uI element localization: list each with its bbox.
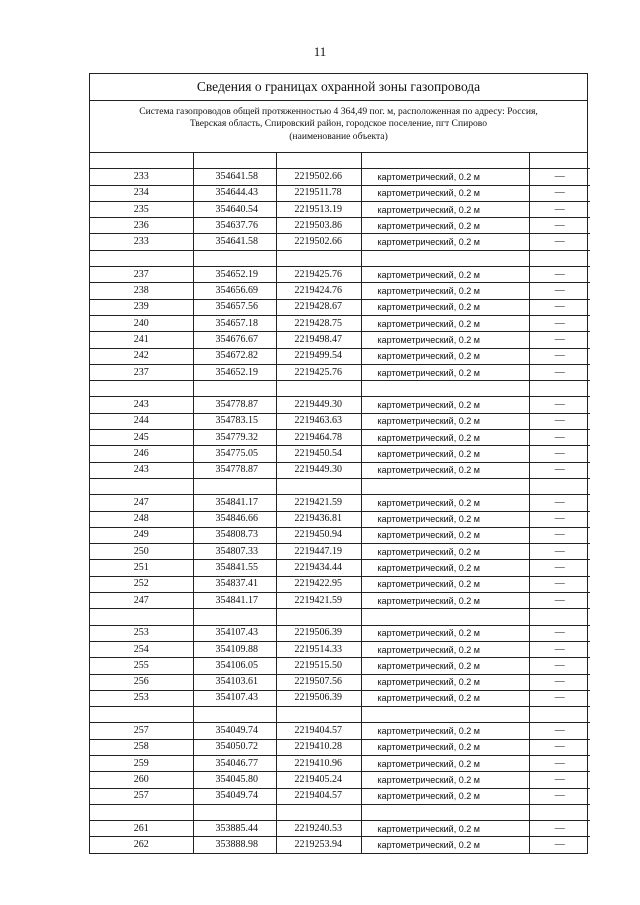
y-coordinate-cell: 2219450.94 [276,527,361,543]
table-row [90,348,590,364]
point-number-cell: 245 [90,430,193,446]
table-row [90,576,590,592]
point-number-cell: 250 [90,544,193,560]
x-coordinate-cell: 354783.15 [193,413,276,429]
table-row [90,755,590,771]
note-cell: — [529,821,590,837]
note-cell: — [529,576,590,592]
x-coordinate-cell: 354637.76 [193,218,276,234]
y-coordinate-cell: 2219464.78 [276,430,361,446]
table-row [90,234,590,250]
table-row [90,299,590,315]
empty-cell [361,153,529,169]
note-cell: — [529,348,590,364]
point-number-cell: 237 [90,267,193,283]
point-number-cell: 249 [90,527,193,543]
note-cell: — [529,218,590,234]
note-cell: — [529,544,590,560]
table-row [90,430,590,446]
method-cell: картометрический, 0.2 м [361,560,529,576]
method-cell: картометрический, 0.2 м [361,625,529,641]
x-coordinate-cell: 354841.17 [193,593,276,609]
x-coordinate-cell: 354640.54 [193,201,276,217]
method-cell: картометрический, 0.2 м [361,430,529,446]
separator-row [90,609,590,625]
x-coordinate-cell: 354778.87 [193,462,276,478]
point-number-cell: 257 [90,788,193,804]
point-number-cell: 244 [90,413,193,429]
table-row [90,413,590,429]
empty-cell [276,804,361,820]
method-cell: картометрический, 0.2 м [361,495,529,511]
y-coordinate-cell: 2219421.59 [276,495,361,511]
table-row [90,511,590,527]
point-number-cell: 247 [90,593,193,609]
method-cell: картометрический, 0.2 м [361,511,529,527]
note-cell: — [529,169,590,185]
y-coordinate-cell: 2219425.76 [276,364,361,380]
empty-cell [193,153,276,169]
point-number-cell: 246 [90,446,193,462]
note-cell: — [529,267,590,283]
method-cell: картометрический, 0.2 м [361,364,529,380]
table-row [90,593,590,609]
point-number-cell: 257 [90,723,193,739]
y-coordinate-cell: 2219513.19 [276,201,361,217]
y-coordinate-cell: 2219463.63 [276,413,361,429]
y-coordinate-cell: 2219503.86 [276,218,361,234]
note-cell: — [529,413,590,429]
x-coordinate-cell: 354841.55 [193,560,276,576]
point-number-cell: 254 [90,641,193,657]
note-cell: — [529,462,590,478]
method-cell: картометрический, 0.2 м [361,462,529,478]
point-number-cell: 243 [90,462,193,478]
table-row [90,772,590,788]
empty-cell [361,381,529,397]
empty-cell [276,250,361,266]
y-coordinate-cell: 2219506.39 [276,625,361,641]
empty-cell [361,250,529,266]
point-number-cell: 251 [90,560,193,576]
note-cell: — [529,788,590,804]
empty-cell [90,478,193,494]
table-row [90,267,590,283]
method-cell: картометрический, 0.2 м [361,397,529,413]
note-cell: — [529,674,590,690]
method-cell: картометрический, 0.2 м [361,267,529,283]
x-coordinate-cell: 354837.41 [193,576,276,592]
table-row [90,739,590,755]
table-row [90,658,590,674]
method-cell: картометрический, 0.2 м [361,332,529,348]
empty-cell [193,478,276,494]
point-number-cell: 253 [90,625,193,641]
empty-cell [276,478,361,494]
point-number-cell: 243 [90,397,193,413]
note-cell: — [529,625,590,641]
table-row [90,169,590,185]
method-cell: картометрический, 0.2 м [361,674,529,690]
method-cell: картометрический, 0.2 м [361,527,529,543]
x-coordinate-cell: 354046.77 [193,755,276,771]
note-cell: — [529,739,590,755]
table-row [90,185,590,201]
object-description [90,101,587,153]
table-row [90,837,590,853]
table-row [90,397,590,413]
note-cell: — [529,315,590,331]
method-cell: картометрический, 0.2 м [361,658,529,674]
y-coordinate-cell: 2219511.78 [276,185,361,201]
y-coordinate-cell: 2219498.47 [276,332,361,348]
document-title: Сведения о границах охранной зоны газопровода [90,74,587,101]
point-number-cell: 240 [90,315,193,331]
page-number: 11 [313,44,327,59]
empty-cell [361,804,529,820]
method-cell: картометрический, 0.2 м [361,576,529,592]
point-number-cell: 260 [90,772,193,788]
method-cell: картометрический, 0.2 м [361,788,529,804]
point-number-cell: 235 [90,201,193,217]
y-coordinate-cell: 2219502.66 [276,234,361,250]
empty-cell [193,381,276,397]
note-cell: — [529,299,590,315]
method-cell: картометрический, 0.2 м [361,283,529,299]
y-coordinate-cell: 2219506.39 [276,690,361,706]
empty-cell [90,609,193,625]
table-row [90,641,590,657]
separator-row [90,381,590,397]
note-cell: — [529,593,590,609]
x-coordinate-cell: 354652.19 [193,364,276,380]
y-coordinate-cell: 2219424.76 [276,283,361,299]
note-cell: — [529,430,590,446]
y-coordinate-cell: 2219425.76 [276,267,361,283]
method-cell: картометрический, 0.2 м [361,723,529,739]
point-number-cell: 248 [90,511,193,527]
method-cell: картометрический, 0.2 м [361,234,529,250]
empty-cell [90,707,193,723]
y-coordinate-cell: 2219410.96 [276,755,361,771]
y-coordinate-cell: 2219515.50 [276,658,361,674]
method-cell: картометрический, 0.2 м [361,772,529,788]
y-coordinate-cell: 2219436.81 [276,511,361,527]
empty-cell [276,707,361,723]
method-cell: картометрический, 0.2 м [361,413,529,429]
point-number-cell: 256 [90,674,193,690]
table-row [90,560,590,576]
method-cell: картометрический, 0.2 м [361,739,529,755]
y-coordinate-cell: 2219240.53 [276,821,361,837]
y-coordinate-cell: 2219449.30 [276,397,361,413]
table-row [90,625,590,641]
method-cell: картометрический, 0.2 м [361,641,529,657]
coordinates-table-body [90,153,590,853]
point-number-cell: 239 [90,299,193,315]
object-name-caption: (наименование объекта) [289,130,388,142]
method-cell: картометрический, 0.2 м [361,837,529,853]
point-number-cell: 253 [90,690,193,706]
y-coordinate-cell: 2219404.57 [276,788,361,804]
method-cell: картометрический, 0.2 м [361,593,529,609]
empty-cell [529,250,590,266]
system-description-line-2: Тверская область, Спировский район, городское поселение, пгт Спирово [189,118,488,130]
point-number-cell: 262 [90,837,193,853]
table-row [90,446,590,462]
empty-cell [276,381,361,397]
table-row [90,527,590,543]
empty-cell [529,381,590,397]
x-coordinate-cell: 354808.73 [193,527,276,543]
x-coordinate-cell: 354045.80 [193,772,276,788]
table-row [90,544,590,560]
y-coordinate-cell: 2219434.44 [276,560,361,576]
y-coordinate-cell: 2219449.30 [276,462,361,478]
separator-row [90,707,590,723]
separator-row [90,153,590,169]
x-coordinate-cell: 354109.88 [193,641,276,657]
x-coordinate-cell: 354641.58 [193,169,276,185]
method-cell: картометрический, 0.2 м [361,446,529,462]
x-coordinate-cell: 354676.67 [193,332,276,348]
empty-cell [90,381,193,397]
x-coordinate-cell: 354106.05 [193,658,276,674]
x-coordinate-cell: 354641.58 [193,234,276,250]
point-number-cell: 259 [90,755,193,771]
empty-cell [361,609,529,625]
note-cell: — [529,658,590,674]
method-cell: картометрический, 0.2 м [361,755,529,771]
note-cell: — [529,397,590,413]
x-coordinate-cell: 354657.18 [193,315,276,331]
table-row [90,332,590,348]
note-cell: — [529,837,590,853]
x-coordinate-cell: 354656.69 [193,283,276,299]
empty-cell [90,804,193,820]
empty-cell [276,153,361,169]
x-coordinate-cell: 354779.32 [193,430,276,446]
point-number-cell: 238 [90,283,193,299]
x-coordinate-cell: 354049.74 [193,788,276,804]
x-coordinate-cell: 354050.72 [193,739,276,755]
x-coordinate-cell: 354107.43 [193,690,276,706]
separator-row [90,250,590,266]
y-coordinate-cell: 2219502.66 [276,169,361,185]
empty-cell [193,609,276,625]
point-number-cell: 252 [90,576,193,592]
y-coordinate-cell: 2219447.19 [276,544,361,560]
y-coordinate-cell: 2219421.59 [276,593,361,609]
note-cell: — [529,332,590,348]
y-coordinate-cell: 2219507.56 [276,674,361,690]
x-coordinate-cell: 354846.66 [193,511,276,527]
system-description-line-1: Система газопроводов общей протяженностью 4 364,49 пог. м, расположенная по адресу: Россия, [139,106,538,117]
y-coordinate-cell: 2219404.57 [276,723,361,739]
point-number-cell: 258 [90,739,193,755]
note-cell: — [529,527,590,543]
table-row [90,364,590,380]
method-cell: картометрический, 0.2 м [361,690,529,706]
y-coordinate-cell: 2219428.75 [276,315,361,331]
x-coordinate-cell: 353885.44 [193,821,276,837]
empty-cell [529,804,590,820]
point-number-cell: 236 [90,218,193,234]
note-cell: — [529,364,590,380]
x-coordinate-cell: 354841.17 [193,495,276,511]
point-number-cell: 261 [90,821,193,837]
x-coordinate-cell: 354657.56 [193,299,276,315]
x-coordinate-cell: 353888.98 [193,837,276,853]
note-cell: — [529,755,590,771]
note-cell: — [529,772,590,788]
note-cell: — [529,690,590,706]
note-cell: — [529,283,590,299]
table-row [90,283,590,299]
table-row [90,690,590,706]
method-cell: картометрический, 0.2 м [361,185,529,201]
empty-cell [361,707,529,723]
separator-row [90,478,590,494]
x-coordinate-cell: 354807.33 [193,544,276,560]
table-row [90,315,590,331]
y-coordinate-cell: 2219428.67 [276,299,361,315]
table-row [90,723,590,739]
point-number-cell: 234 [90,185,193,201]
table-row [90,462,590,478]
empty-cell [193,250,276,266]
method-cell: картометрический, 0.2 м [361,821,529,837]
x-coordinate-cell: 354652.19 [193,267,276,283]
note-cell: — [529,560,590,576]
x-coordinate-cell: 354049.74 [193,723,276,739]
method-cell: картометрический, 0.2 м [361,201,529,217]
x-coordinate-cell: 354644.43 [193,185,276,201]
x-coordinate-cell: 354778.87 [193,397,276,413]
table-row [90,788,590,804]
method-cell: картометрический, 0.2 м [361,218,529,234]
x-coordinate-cell: 354672.82 [193,348,276,364]
note-cell: — [529,511,590,527]
table-row [90,201,590,217]
empty-cell [193,804,276,820]
empty-cell [361,478,529,494]
separator-row [90,804,590,820]
method-cell: картометрический, 0.2 м [361,544,529,560]
empty-cell [90,153,193,169]
note-cell: — [529,446,590,462]
empty-cell [276,609,361,625]
coordinates-table [90,153,590,853]
note-cell: — [529,495,590,511]
method-cell: картометрический, 0.2 м [361,315,529,331]
method-cell: картометрический, 0.2 м [361,348,529,364]
point-number-cell: 242 [90,348,193,364]
note-cell: — [529,234,590,250]
note-cell: — [529,641,590,657]
note-cell: — [529,185,590,201]
point-number-cell: 233 [90,234,193,250]
point-number-cell: 233 [90,169,193,185]
x-coordinate-cell: 354103.61 [193,674,276,690]
note-cell: — [529,723,590,739]
point-number-cell: 241 [90,332,193,348]
y-coordinate-cell: 2219253.94 [276,837,361,853]
point-number-cell: 237 [90,364,193,380]
x-coordinate-cell: 354775.05 [193,446,276,462]
empty-cell [529,609,590,625]
empty-cell [193,707,276,723]
y-coordinate-cell: 2219499.54 [276,348,361,364]
empty-cell [529,478,590,494]
table-row [90,218,590,234]
table-row [90,821,590,837]
table-row [90,674,590,690]
method-cell: картометрический, 0.2 м [361,299,529,315]
boundary-sheet [89,73,588,854]
table-row [90,495,590,511]
y-coordinate-cell: 2219514.33 [276,641,361,657]
y-coordinate-cell: 2219422.95 [276,576,361,592]
empty-cell [529,153,590,169]
y-coordinate-cell: 2219450.54 [276,446,361,462]
y-coordinate-cell: 2219405.24 [276,772,361,788]
point-number-cell: 255 [90,658,193,674]
y-coordinate-cell: 2219410.28 [276,739,361,755]
method-cell: картометрический, 0.2 м [361,169,529,185]
empty-cell [529,707,590,723]
x-coordinate-cell: 354107.43 [193,625,276,641]
note-cell: — [529,201,590,217]
point-number-cell: 247 [90,495,193,511]
empty-cell [90,250,193,266]
